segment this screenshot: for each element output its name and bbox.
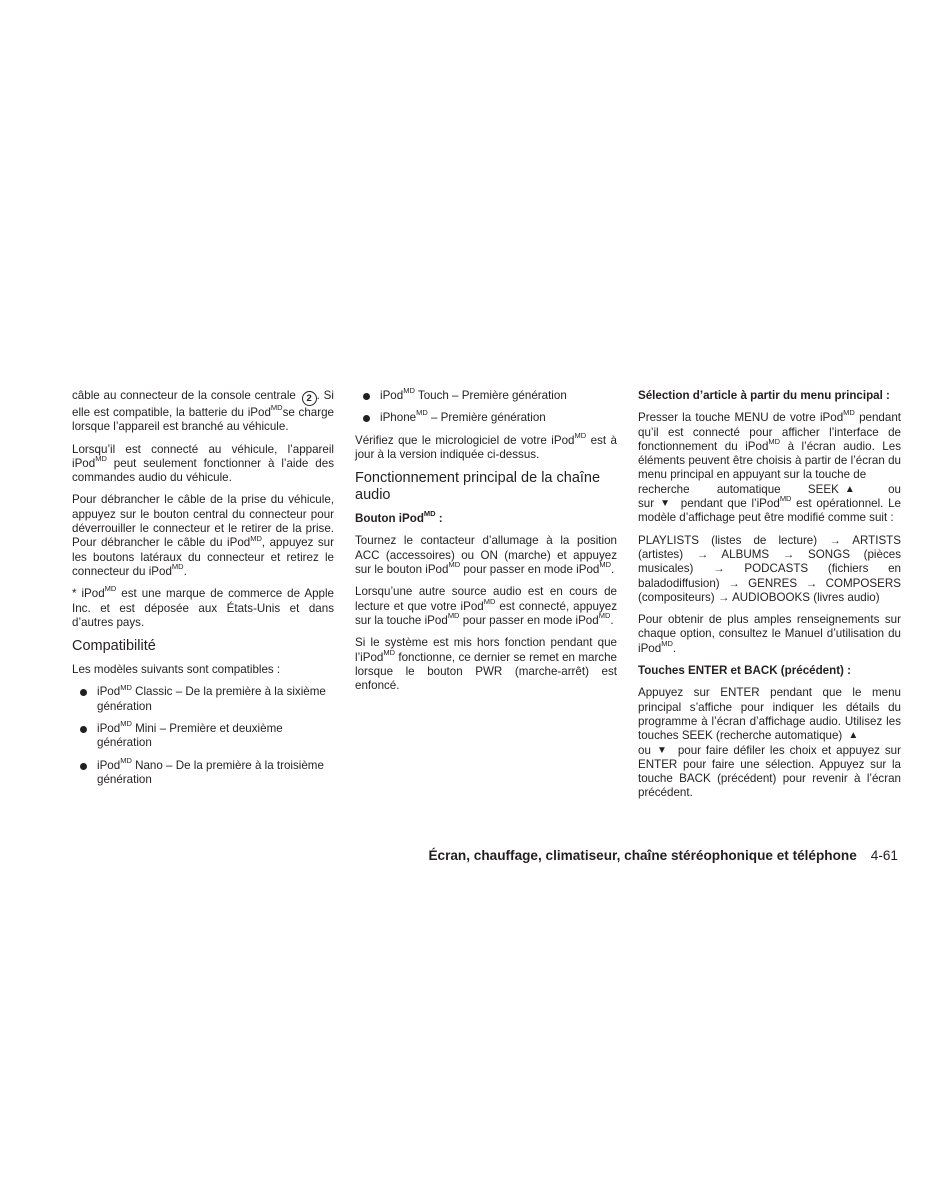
column-middle [355,386,618,701]
seek-up-icon: ▲ [848,730,859,742]
list-item: iPod$^{MD}$ Mini – Première et deuxième génération [72,722,334,751]
bullet-icon [80,726,87,733]
bullet-icon [80,689,87,696]
paragraph-manual-ref: Pour obtenir de plus amples renseignements sur chaque option, consultez le Manuel d’utilisation du iPod$^{MD}$. [638,613,901,655]
paragraph-firmware: Vérifiez que le micrologiciel de votre iPod$^{MD}$ est à jour à la version indiquée ci-dessus. [355,430,618,461]
paragraph-menu: Presser la touche MENU de votre iPod$^{MD}$ pendant qu’il est connecté pour afficher l’interface de fonctionnement du iPod$^{MD}$ à l’écran audio. Les éléments peuvent être choisis à partir de l’écran du menu principal en appuyant sur la touche de [638,408,901,482]
page-footer [428,848,898,863]
callout-number-icon: 2 [302,391,317,406]
bullet-icon [363,393,370,400]
seek-down-icon: ▼ [660,498,671,510]
heading-menu-selection: Sélection d’article à partir du menu principal : [638,389,890,402]
section-title: Écran, chauffage, climatiseur, chaîne stéréophonique et téléphone [428,848,857,863]
subheading-ipod-button: Bouton iPod$^{MD}$ : [355,509,443,526]
page-number: 4-61 [870,848,898,863]
paragraph-connector: câble au connecteur de la console centrale 2 . Si elle est compatible, la batterie du iPod$^{MD}$se charge lorsque l’appareil est branché au véhicule. [72,389,334,434]
list-item: iPhone$^{MD}$ – Première génération [355,411,617,425]
bullet-icon [80,763,87,770]
bullet-icon [363,415,370,422]
heading-compatibility: Compatibilité [72,638,156,655]
paragraph-enter-back: Appuyez sur ENTER pendant que le menu principal s’affiche pour indiquer les détails du programme à l’écran d’affichage audio. Utilisez les touches SEEK (recherche automatique) ▲ ou ▼ pour faire défiler les choix et appuyez sur ENTER pour faire une sélection. Appuyez sur la touche BACK (précédent) pour revenir à l’écran précédent. [638,686,901,800]
seek-up-icon: ▲ [844,483,855,495]
list-item: iPod$^{MD}$ Nano – De la première à la troisième génération [72,759,334,788]
heading-main-operation: Fonctionnement principal de la chaîne audio [355,470,601,504]
seek-line: recherche automatique SEEK ▲ ou [638,482,901,496]
paragraph-menu-cont: sur ▼ pendant que l’iPod$^{MD}$ est opérationnel. Le modèle d’affichage peut être modifié comme suit : [638,494,901,525]
paragraph-display-sequence: PLAYLISTS (listes de lecture) → ARTISTS (artistes) → ALBUMS → SONGS (pièces musicales) → PODCASTS (fichiers en baladodiffusion) → GENRES → COMPOSERS (compositeurs) → AUDIOBOOKS (livres audio) [638,533,901,604]
paragraph-connected: Lorsqu’il est connecté au véhicule, l’appareil iPod$^{MD}$ peut seulement fonctionner à l’aide des commandes audio du véhicule. [72,442,334,485]
column-right [638,389,901,809]
compatible-models-list-continued [355,386,617,426]
heading-enter-back: Touches ENTER et BACK (précédent) : [638,664,852,678]
list-item: iPod$^{MD}$ Classic – De la première à la sixième génération [72,685,334,714]
paragraph-disconnect: Pour débrancher le câble de la prise du véhicule, appuyez sur le bouton central du connecteur pour déverrouiller le connecteur et le retirer de la prise. Pour débrancher le câble du iPod$^{MD}$, appuyez sur les boutons latéraux du connecteur et retirez le connecteur du iPod$^{MD}$. [72,493,334,578]
paragraph-ignition: Tournez le contacteur d’allumage à la position ACC (accessoires) ou ON (marche) et appuyez sur le bouton iPod$^{MD}$ pour passer en mode iPod$^{MD}$. [355,534,617,577]
paragraph-power-off: Si le système est mis hors fonction pendant que l’iPod$^{MD}$ fonctionne, ce dernier se remet en marche lorsque le bouton PWR (marche-arrêt) est enfoncé. [355,636,617,693]
list-item: iPod$^{MD}$ Touch – Première génération [355,389,617,403]
paragraph-compatible-intro: Les modèles suivants sont compatibles : [72,663,281,677]
paragraph-other-source: Lorsqu’une autre source audio est en cours de lecture et que votre iPod$^{MD}$ est connecté, appuyez sur la touche iPod$^{MD}$ pour passer en mode iPod$^{MD}$. [355,585,617,627]
seek-down-icon: ▼ [656,744,667,756]
paragraph-trademark: * iPod$^{MD}$ est une marque de commerce de Apple Inc. et est déposée aux États-Unis et dans d’autres pays. [72,584,335,629]
column-left [72,389,334,795]
compatible-models-list [72,682,334,787]
